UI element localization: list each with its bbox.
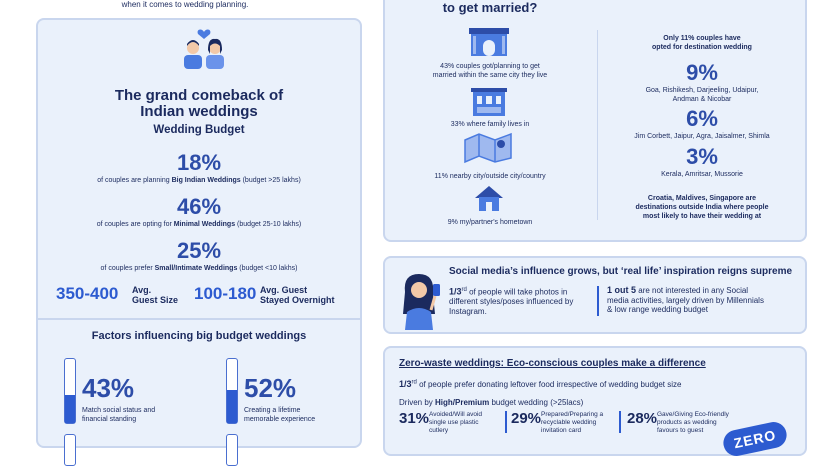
india-gate-icon (467, 26, 511, 58)
selfie-person-icon (395, 270, 445, 332)
overnight-label-1: Avg. Guest (260, 285, 308, 295)
zero-badge-text: ZERO (732, 426, 778, 452)
social-stat-2-rest: are not interested in any Social (636, 286, 749, 295)
zero-item-caption (429, 411, 482, 435)
budget-stat-post: (budget >25 lakhs) (240, 177, 301, 184)
social-stat-1-sup: rd (461, 287, 467, 293)
overnight-value: 100-180 (194, 284, 257, 303)
social-stat-2-line2: media activities, largely driven by Millennials (607, 295, 764, 305)
map-icon (463, 132, 515, 164)
abroad-line1: Croatia, Maldives, Singapore are (647, 195, 757, 202)
budget-stat-pct: 18% (176, 150, 222, 175)
abroad-line3: most likely to have their wedding at (642, 213, 762, 220)
zero-item-line3: invitation card (541, 427, 582, 434)
factor-pct: 52% (244, 373, 297, 403)
budget-stat (38, 194, 360, 229)
destination-stat-line1: Jim Corbett, Jaipur, Agra, Jaisalmer, Shimla (634, 133, 770, 140)
budget-stat-post: (budget 25-10 lakhs) (235, 221, 302, 228)
factor-caption-line2: memorable experience (244, 416, 316, 423)
destination-stat (599, 106, 805, 141)
factor-caption (244, 406, 315, 424)
zero-driven (399, 398, 583, 407)
zero-item-pct: 31% (399, 410, 430, 427)
destination-stat-pct: 6% (686, 106, 718, 131)
destination-stat-pct: 3% (686, 144, 718, 169)
budget-stat-pre: of couples are planning (97, 177, 172, 184)
couple-icon (178, 28, 230, 70)
location-stat: 9% my/partner's hometown (447, 219, 533, 226)
location-stat: 11% nearby city/outside city/country (434, 173, 546, 180)
destination-intro-1: Only 11% couples have (663, 35, 741, 42)
social-stat-2-lead: 1 out 5 (607, 285, 637, 295)
guest-size-value: 350-400 (56, 284, 119, 303)
zero-stat (399, 379, 681, 389)
budget-stat (38, 150, 360, 185)
budget-stat-bold: Small/Intimate Weddings (154, 265, 238, 272)
budget-stat-pct: 25% (176, 238, 222, 263)
left-divider (38, 318, 360, 320)
social-separator (597, 286, 599, 316)
zero-driven-post: budget wedding (>25lacs) (489, 398, 584, 407)
overnight-label-2: Stayed Overnight (260, 295, 335, 305)
zero-item-caption (657, 411, 729, 435)
wedding-location-panel (383, 0, 807, 242)
zero-item-caption (541, 411, 603, 435)
budget-stat-pct: 46% (176, 194, 222, 219)
social-media-panel (383, 256, 807, 334)
zero-stat-sup: rd (411, 379, 417, 386)
location-stat-line2: married within the same city they live (432, 72, 548, 79)
destination-stat (599, 144, 805, 179)
factor-pct: 43% (82, 373, 135, 403)
budget-stat-pre: of couples are opting for (96, 221, 174, 228)
factor-level-bar (64, 358, 76, 424)
destination-stat-pct: 9% (686, 60, 718, 85)
overnight-label (260, 285, 335, 305)
location-divider (597, 30, 598, 220)
abroad-destinations (599, 194, 805, 221)
zero-item-line1: Prepared/Preparing a (541, 411, 604, 418)
left-title-line1: The grand comeback of (114, 87, 284, 104)
monument-icon (469, 84, 509, 118)
zero-stat-lead: 1/3 (399, 379, 412, 389)
budget-stat (38, 238, 360, 273)
factor-level-bar (226, 434, 238, 466)
destination-stat-line2: Andman & Nicobar (672, 96, 732, 103)
zero-item-line2: recyclable wedding (541, 419, 597, 426)
left-title (38, 88, 360, 120)
social-stat-1 (449, 286, 573, 316)
zero-item-line1: Gave/Giving Eco-friendly (657, 411, 729, 418)
zero-item-line3: cutlery (429, 427, 449, 434)
location-stat-line1: 43% couples got/planning to get (440, 63, 540, 70)
zero-stat-rest: of people prefer donating leftover food irrespective of wedding budget size (416, 380, 682, 389)
guest-size-label (132, 285, 178, 305)
factor-caption-line2: financial standing (82, 416, 137, 423)
budget-stat-pre: of couples prefer (100, 265, 155, 272)
social-stat-1-lead: 1/3 (449, 286, 462, 297)
social-stat-1-rest: of people will take photos in (466, 287, 568, 297)
wedding-budget-panel (36, 18, 362, 448)
factors-heading: Factors influencing big budget weddings (91, 330, 307, 342)
social-stat-1-line3: Instagram. (449, 306, 487, 316)
destination-intro (599, 34, 805, 52)
guest-size-label-1: Avg. (132, 285, 152, 295)
destination-stat (599, 60, 805, 104)
house-icon (473, 184, 505, 212)
zero-item-pct: 28% (627, 410, 658, 427)
factor-level-bar (64, 434, 76, 466)
social-stat-1-line2: different styles/poses influenced by (449, 297, 574, 307)
factor-caption (82, 406, 155, 424)
location-stat: 33% where family lives in (450, 121, 530, 128)
location-stat (385, 62, 595, 80)
zero-driven-bold: High/Premium (435, 398, 490, 407)
budget-stat-post: (budget <10 lakhs) (237, 265, 298, 272)
social-title: Social media’s influence grows, but ‘real life’ inspiration reigns supreme (449, 266, 793, 277)
zero-item-line2: single use plastic (429, 419, 479, 426)
destination-stat-line1: Kerala, Amritsar, Mussorie (661, 171, 743, 178)
social-stat-2-line3: & low range wedding budget (607, 305, 708, 314)
zero-item-line3: favours to guest (657, 427, 704, 434)
location-title: to get married? (442, 0, 538, 15)
guest-size-label-2: Guest Size (132, 295, 179, 305)
factor-level-bar (226, 358, 238, 424)
zero-separator (505, 411, 507, 433)
left-title-line2: Indian weddings (140, 103, 258, 120)
abroad-line2: destinations outside India where people (635, 204, 769, 211)
social-stat-2 (607, 286, 764, 315)
zero-item-pct: 29% (511, 410, 542, 427)
budget-heading: Wedding Budget (153, 124, 245, 136)
budget-stat-bold: Minimal Weddings (173, 221, 236, 228)
zero-title: Zero-waste weddings: Eco-conscious couples make a difference (399, 358, 706, 369)
zero-badge (721, 420, 789, 459)
zero-item-line2: products as wedding (657, 419, 717, 426)
top-note: when it comes to wedding planning. (121, 0, 249, 9)
budget-stat-bold: Big Indian Weddings (171, 177, 241, 184)
zero-driven-pre: Driven by (399, 398, 436, 407)
destination-stat-line1: Goa, Rishikesh, Darjeeling, Udaipur, (645, 87, 759, 94)
factor-caption-line1: Match social status and (82, 407, 156, 414)
zero-separator (619, 411, 621, 433)
destination-intro-2: opted for destination wedding (652, 44, 752, 51)
zero-item-line1: Avoided/Will avoid (429, 411, 482, 418)
factor-caption-line1: Creating a lifetime (244, 407, 301, 414)
